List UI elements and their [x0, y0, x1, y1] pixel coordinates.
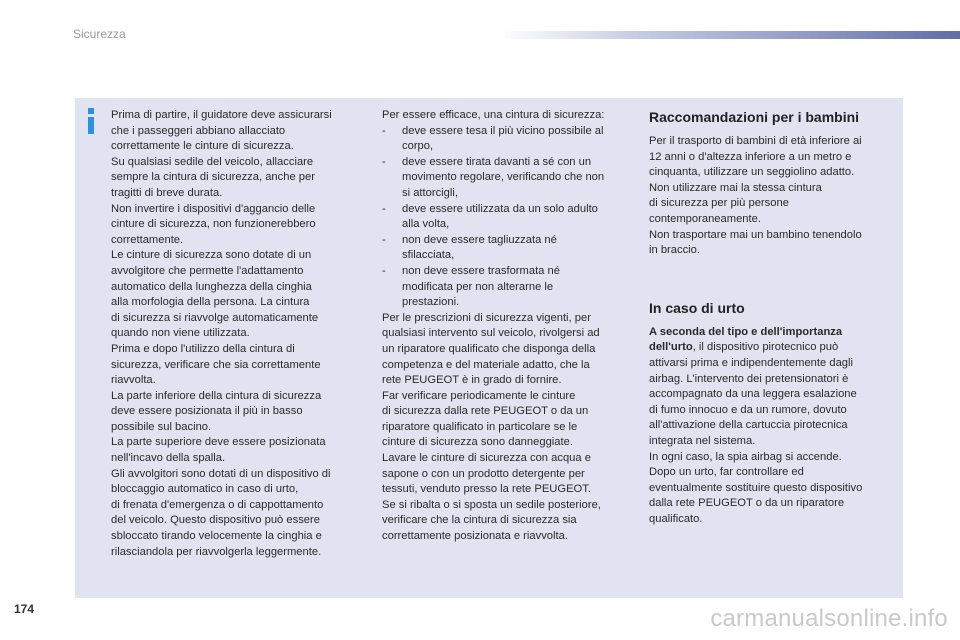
- list-dash: -: [382, 124, 386, 137]
- list-dash: -: [382, 202, 386, 215]
- belt-effectiveness-section: [382, 108, 632, 545]
- crash-body-text: , il dispositivo pirotecnico può attivarsi prima e indipendentemente dagli airbag. L'intervento dei pretensionatori è accompagnato da una leggera esalazione di fumo innocuo e da un rumore, dovuto all'attivazione della cartuccia pirotecnica integrata nel sistema. In ogni caso, la spia airbag si accende. Dopo un urto, far controllare ed eventualmente sostituire questo dispositivo dalla rete PEUGEOT o da un riparatore qualificato.: [649, 341, 863, 525]
- list-item: [382, 124, 632, 155]
- list-dash: -: [382, 233, 386, 246]
- column2-intro: Per essere efficace, una cintura di sicurezza:: [382, 109, 605, 121]
- belt-requirements-list: [382, 124, 632, 311]
- children-heading: Raccomandazioni per i bambini: [649, 109, 860, 125]
- crash-text: [649, 325, 899, 528]
- list-dash: -: [382, 155, 386, 168]
- crash-heading: In caso di urto: [649, 299, 745, 316]
- column2-text: Per le prescrizioni di sicurezza vigenti, per qualsiasi intervento sul veicolo, rivolgersi ad un riparatore qualificato che disponga della competenza e del materiale adatto, che la rete PEUGEOT è in grado di fornire. Far verificare periodicamente le cinture di sicurezza dalla rete PEUGEOT o da un riparatore qualificato in particolare se le cinture di sicurezza sono danneggiate. Lavare le cinture di sicurezza con acqua e sapone o con un prodotto detergente per tessuti, venduto presso la rete PEUGEOT. Se si ribalta o si sposta un sedile posteriore, verificare che la cintura di sicurezza sia correttamente posizionata e riavvolta.: [382, 311, 601, 543]
- info-icon: [83, 108, 99, 134]
- children-text: Per il trasporto di bambini di età inferiore ai 12 anni o d'altezza inferiore a un metro e cinquanta, utilizzare un seggiolino adatto. Non utilizzare mai la stessa cintura di sicurezza per più persone contemporaneamente. Non trasportare mai un bambino tenendolo in braccio.: [649, 135, 862, 257]
- list-dash: -: [382, 264, 386, 277]
- column1-text: Prima di partire, il guidatore deve assicurarsi che i passeggeri abbiano allacciato correttamente le cinture di sicurezza. Su qualsiasi sedile del veicolo, allacciare sempre la cintura di sicurezza, anche per tragitti di breve durata. Non invertire i dispositivi d'aggancio delle cinture di sicurezza, non funzionerebbero correttamente. Le cinture di sicurezza sono dotate di un avvolgitore che permette l'adattamento automatico della lunghezza della cinghia alla morfologia della persona. La cintura di sicurezza si riavvolge automaticamente quando non viene utilizzata. Prima e dopo l'utilizzo della cintura di sicurezza, verificare che sia correttamente riavvolta. La parte inferiore della cintura di sicurezza deve essere posizionata il più in basso possibile sul bacino. La parte superiore deve essere posizionata nell'incavo della spalla. Gli avvolgitori sono dotati di un dispositivo di bloccaggio automatico in caso di urto, di frenata d'emergenza o di cappottamento del veicolo. Questo dispositivo può essere sbloccato tirando velocemente la cinghia e rilasciandola per riavvolgerla leggermente.: [111, 109, 332, 558]
- children-and-crash-section: [649, 108, 899, 527]
- list-item-text: non deve essere trasformata né modificata per non alterarne le prestazioni.: [402, 264, 560, 309]
- watermark: carmanualsonline.info: [710, 605, 948, 632]
- safety-belt-instructions: [111, 108, 357, 560]
- list-item-text: deve essere tirata davanti a sé con un movimento regolare, verificando che non si attorcigli,: [402, 155, 605, 199]
- list-item-text: deve essere utilizzata da un solo adulto alla volta,: [402, 202, 598, 231]
- list-item: [382, 155, 632, 202]
- header-gradient-bar: [500, 31, 960, 39]
- page-number: 174: [14, 602, 35, 616]
- section-title: Sicurezza: [73, 27, 126, 41]
- list-item-text: non deve essere tagliuzzata né sfilacciata,: [402, 233, 557, 262]
- list-item: [382, 233, 632, 264]
- list-item-text: deve essere tesa il più vicino possibile al corpo,: [402, 124, 604, 153]
- list-item: [382, 202, 632, 233]
- crash-bold-text: A seconda del tipo e dell'importanza dell'urto: [649, 325, 843, 354]
- list-item: [382, 264, 632, 311]
